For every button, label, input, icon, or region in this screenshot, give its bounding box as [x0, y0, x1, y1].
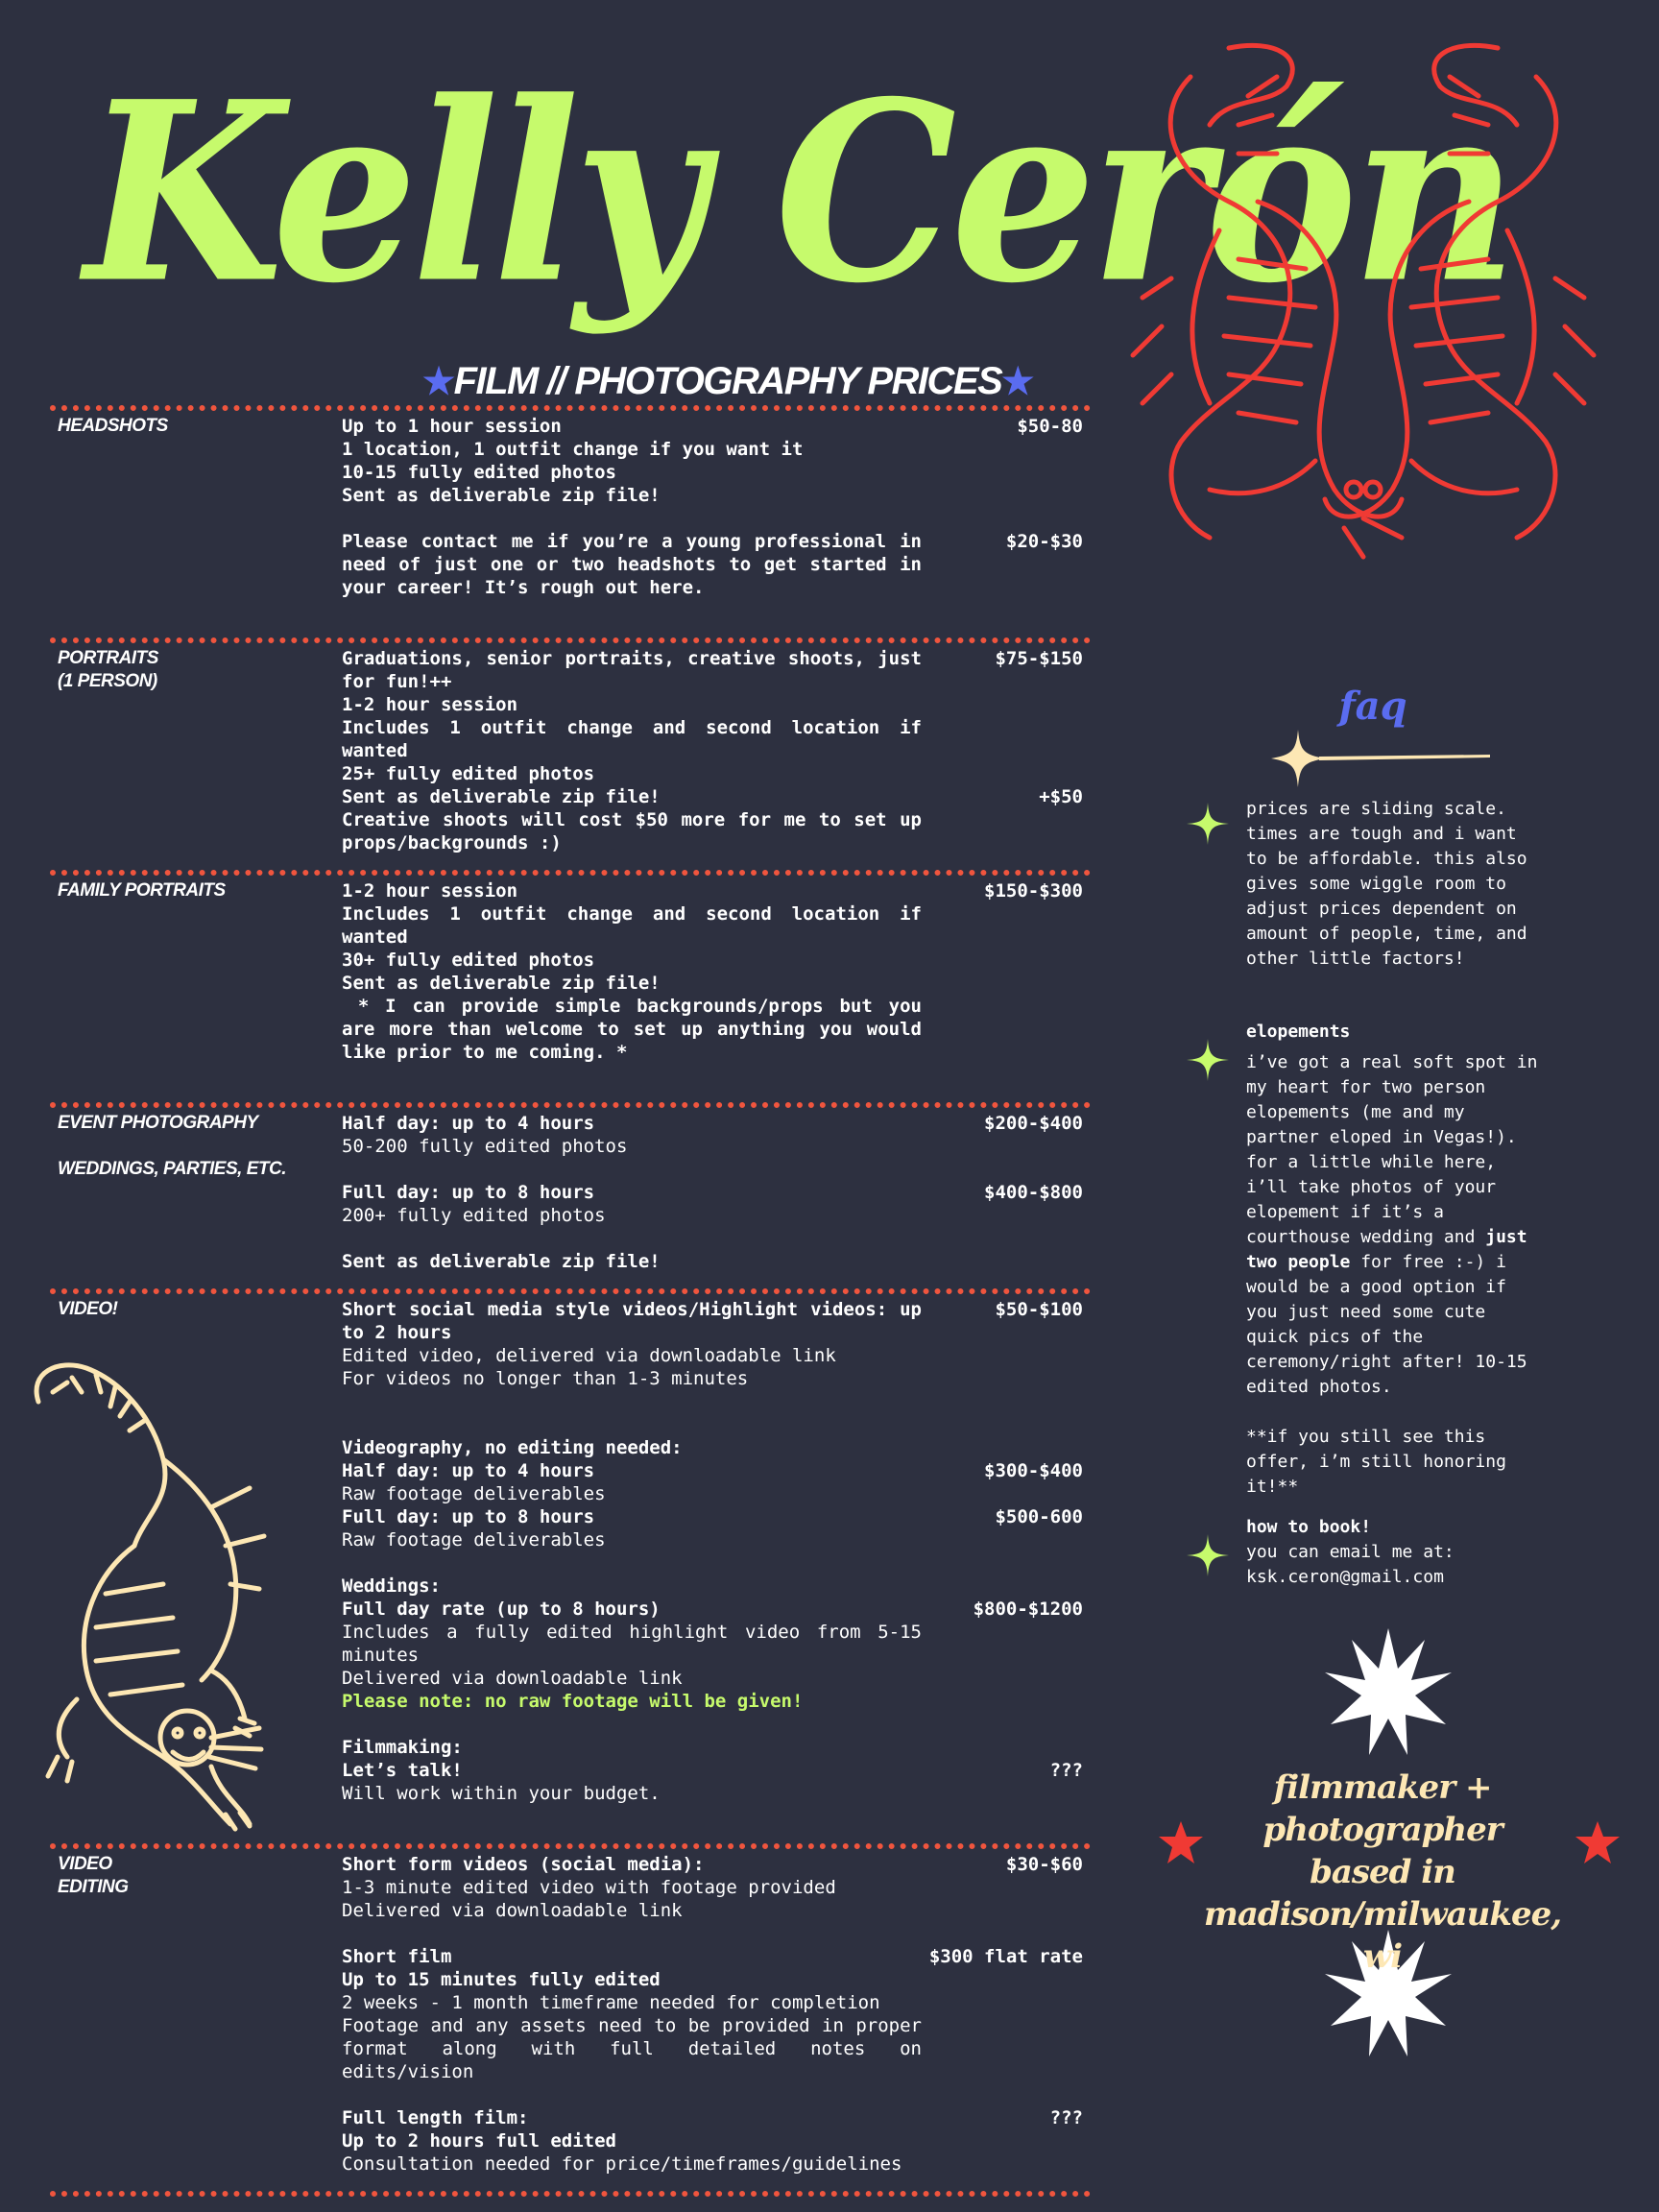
- section-divider: [50, 870, 1091, 876]
- starburst-icon: [1323, 1626, 1454, 1757]
- detail-line: 1-3 minute edited video with footage provided: [342, 1877, 836, 1898]
- detail-line: Will work within your budget.: [342, 1783, 661, 1804]
- detail-line: Up to 1 hour session: [342, 416, 562, 437]
- detail-line: Full day: up to 8 hours: [342, 1506, 595, 1527]
- price-portraits: $75-$150: [995, 648, 1083, 669]
- detail-line: Consultation needed for price/timeframes/guidelines: [342, 2153, 902, 2175]
- detail-line: Sent as deliverable zip file!: [342, 1251, 661, 1272]
- tagline-line: filmmaker + photographer: [1262, 1768, 1503, 1849]
- star-icon: ★: [422, 362, 454, 402]
- star-icon: [1158, 1820, 1204, 1866]
- tiger-illustration: [19, 1354, 269, 1834]
- category-label: VIDEO: [58, 1854, 112, 1874]
- detail-line: Delivered via downloadable link: [342, 1668, 683, 1689]
- sparkle-icon: [1187, 1039, 1229, 1081]
- contact-email[interactable]: ksk.ceron@gmail.com: [1246, 1567, 1444, 1587]
- price-event-full: $400-$800: [984, 1182, 1083, 1203]
- faq-title: faq: [1338, 684, 1407, 729]
- star-icon: ★: [1001, 362, 1033, 402]
- detail-line: Up to 15 minutes fully edited: [342, 1969, 661, 1990]
- section-divider: [50, 405, 1091, 411]
- detail-line: Half day: up to 4 hours: [342, 1113, 595, 1134]
- price-video-wedding: $800-$1200: [973, 1599, 1083, 1620]
- price-editing-short: $30-$60: [1005, 1854, 1083, 1875]
- section-divider: [50, 2191, 1091, 2197]
- faq-how-to-book: [1246, 1515, 1544, 1590]
- section-divider: [50, 637, 1091, 643]
- detail-line: Sent as deliverable zip file!: [342, 973, 661, 994]
- detail-line: 2 weeks - 1 month timeframe needed for completion: [342, 1992, 880, 2013]
- price-editing-full: ???: [1049, 2107, 1083, 2128]
- portraits-note: Creative shoots will cost $50 more for me to set up props/backgrounds :): [342, 809, 922, 854]
- detail-line: Short social media style videos/Highlight videos: up to 2 hours: [342, 1299, 922, 1343]
- category-event: EVENT PHOTOGRAPHY: [58, 1113, 258, 1133]
- detail-line: Includes 1 outfit change and second location if wanted: [342, 903, 922, 948]
- price-portraits-note: +$50: [1039, 786, 1083, 807]
- price-list-heading-text: FILM // PHOTOGRAPHY PRICES: [453, 360, 1002, 402]
- category-label: PORTRAITS: [58, 648, 158, 668]
- faq-note: **if you still see this offer, i’m still honoring it!**: [1246, 1427, 1506, 1497]
- detail-line: Short form videos (social media):: [342, 1854, 705, 1875]
- category-family: FAMILY PORTRAITS: [58, 880, 226, 901]
- faq-answer: [1246, 1050, 1544, 1400]
- category-video: VIDEO!: [58, 1299, 118, 1319]
- faq-text: i’ve got a real soft spot in my heart for two person elopements (me and my partner eloped in Vegas!). for a little while here, i’ll take photos of your elopement if it’s a courthouse wedding and: [1246, 1052, 1538, 1247]
- detail-line: 1-2 hour session: [342, 880, 518, 902]
- detail-line: Includes 1 outfit change and second location if wanted: [342, 717, 922, 761]
- faq-question: how to book!: [1246, 1517, 1372, 1537]
- faq-answer: prices are sliding scale. times are tough and i want to be affordable. this also gives some wiggle room to adjust prices dependent on amount of people, time, and other little factors!: [1246, 799, 1527, 969]
- detail-line: Up to 2 hours full edited: [342, 2130, 616, 2152]
- detail-line: Sent as deliverable zip file!: [342, 485, 661, 506]
- detail-line: Raw footage deliverables: [342, 1529, 606, 1551]
- detail-line: 50-200 fully edited photos: [342, 1136, 628, 1157]
- detail-line: Edited video, delivered via downloadable link: [342, 1345, 836, 1366]
- sparkle-icon: [1269, 728, 1492, 789]
- detail-line: Let’s talk!: [342, 1760, 463, 1781]
- faq-text: you can email me at:: [1246, 1542, 1455, 1562]
- editing-details: [342, 1853, 922, 2176]
- section-divider: [50, 1843, 1091, 1849]
- faq-emphasis: just two people: [1246, 1227, 1527, 1272]
- price-family: $150-$300: [984, 880, 1083, 902]
- sparkle-icon: [1187, 1534, 1229, 1576]
- price-video-film: ???: [1049, 1760, 1083, 1781]
- detail-line: Includes a fully edited highlight video from 5-15 minutes: [342, 1622, 922, 1666]
- price-video-short: $50-$100: [995, 1299, 1083, 1320]
- faq-question: elopements: [1246, 1022, 1351, 1042]
- tagline-line: based in: [1310, 1853, 1455, 1891]
- event-details: [342, 1112, 922, 1273]
- detail-line: Delivered via downloadable link: [342, 1900, 683, 1921]
- detail-line: 30+ fully edited photos: [342, 950, 595, 971]
- section-divider: [50, 1102, 1091, 1108]
- headshots-details: [342, 415, 922, 507]
- detail-line: 10-15 fully edited photos: [342, 462, 616, 483]
- category-sublabel: (1 PERSON): [58, 671, 157, 691]
- category-video-editing: [58, 1853, 129, 1899]
- tagline-line: madison/milwaukee, wi: [1203, 1895, 1562, 1976]
- portraits-details: [342, 647, 922, 808]
- sparkle-icon: [1187, 803, 1229, 845]
- price-video-half: $300-$400: [984, 1460, 1083, 1481]
- price-list-heading: [422, 357, 1056, 405]
- detail-line: Videography, no editing needed:: [342, 1437, 683, 1458]
- price-headshots: $50-80: [1017, 416, 1083, 437]
- category-event-sub: WEDDINGS, PARTIES, ETC.: [58, 1159, 286, 1179]
- family-note: * I can provide simple backgrounds/props but you are more than welcome to set up anything you would like prior to me coming. *: [342, 996, 933, 1063]
- section-divider: [50, 1288, 1091, 1294]
- detail-line: 1 location, 1 outfit change if you want it: [342, 439, 804, 460]
- detail-line: Filmmaking:: [342, 1737, 463, 1758]
- headshots-note: Please contact me if you’re a young professional in need of just one or two headshots to get started in your career! It’s rough out here.: [342, 531, 922, 598]
- detail-line: Weddings:: [342, 1575, 441, 1597]
- detail-line: Graduations, senior portraits, creative shoots, just for fun!++: [342, 648, 922, 692]
- category-portraits: [58, 647, 158, 693]
- page-title: Kelly Cerón: [84, 48, 1513, 339]
- detail-line-highlight: Please note: no raw footage will be given!: [342, 1691, 804, 1712]
- detail-line: Short film: [342, 1946, 452, 1967]
- detail-line: Sent as deliverable zip file!: [342, 786, 661, 807]
- category-sublabel: EDITING: [58, 1877, 129, 1897]
- detail-line: Full length film:: [342, 2107, 529, 2128]
- price-video-full: $500-600: [995, 1506, 1083, 1527]
- tiger-illustration: [1114, 38, 1613, 566]
- category-headshots: HEADSHOTS: [58, 416, 168, 436]
- price-headshots-note: $20-$30: [1005, 531, 1083, 552]
- detail-line: Raw footage deliverables: [342, 1483, 606, 1504]
- detail-line: 200+ fully edited photos: [342, 1205, 606, 1226]
- video-details: [342, 1298, 922, 1805]
- faq-text: for free :-) i would be a good option if you just need some cute quick pics of the ceremony/right after! 10-15 edited photos.: [1246, 1252, 1527, 1397]
- detail-line: Footage and any assets need to be provided in proper format along with full detailed notes on edits/vision: [342, 2015, 922, 2082]
- price-event-half: $200-$400: [984, 1113, 1083, 1134]
- detail-line: 1-2 hour session: [342, 694, 518, 715]
- detail-line: 25+ fully edited photos: [342, 763, 595, 784]
- family-details: [342, 879, 922, 995]
- tagline: [1190, 1767, 1575, 1978]
- detail-line: For videos no longer than 1-3 minutes: [342, 1368, 749, 1389]
- detail-line: Full day: up to 8 hours: [342, 1182, 595, 1203]
- star-icon: [1575, 1820, 1621, 1866]
- detail-line: Full day rate (up to 8 hours): [342, 1599, 661, 1620]
- price-editing-film: $300 flat rate: [928, 1946, 1083, 1967]
- detail-line: Half day: up to 4 hours: [342, 1460, 595, 1481]
